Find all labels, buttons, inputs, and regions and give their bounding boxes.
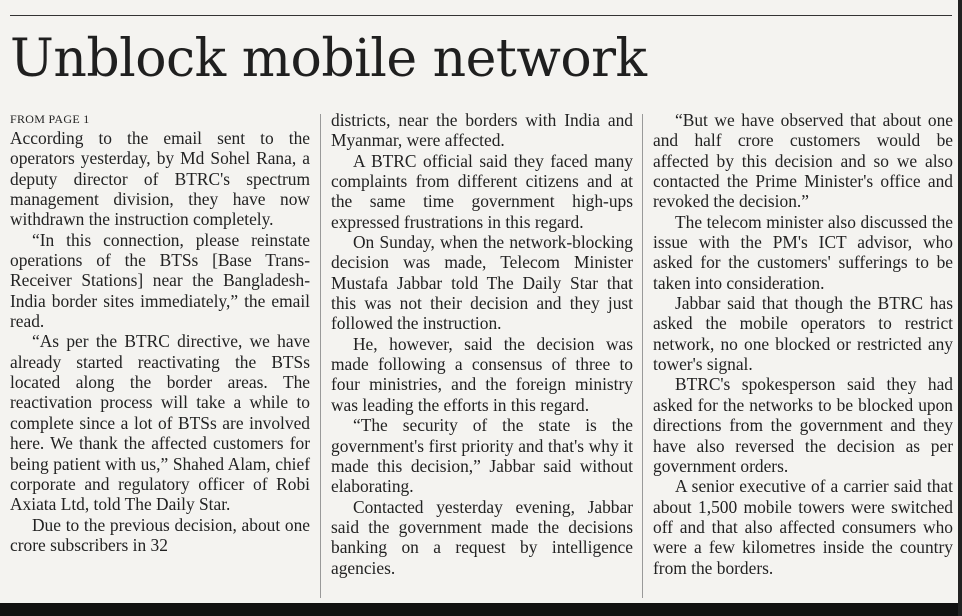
paragraph: Due to the previous decision, about one crore subscribers in 32 (10, 514, 310, 555)
paragraph: BTRC's spokesperson said they had asked for the networks to be blocked upon directions from the government and they have also reversed the decision as per government orders. (653, 374, 953, 476)
paragraph: “As per the BTRC directive, we have already started reactivating the BTSs located along the border areas. The reactivation process will take a while to complete since a lot of BTSs are involved here. We thank the affected customers for being patient with us,” Shahed Alam, chief corporate and regulatory officer of Robi Axiata Ltd, told The Daily Star. (10, 331, 310, 515)
paragraph: Contacted yesterday evening, Jabbar said the government made the decisions banking on a request by intelligence agencies. (331, 496, 633, 578)
paragraph: According to the email sent to the operators yesterday, by Md Sohel Rana, a deputy director of BTRC's spectrum management division, they have now withdrawn the instruction completely. (10, 128, 310, 230)
paragraph: A senior executive of a carrier said that about 1,500 mobile towers were switched off and that also affected consumers who were a few kilometres inside the country from the borders. (653, 476, 953, 578)
column-2 (331, 110, 633, 578)
paragraph: “In this connection, please reinstate operations of the BTSs [Base Trans-Receiver Stations] near the Bangladesh-India border sites immediately,” the email read. (10, 229, 310, 332)
paragraph: Jabbar said that though the BTRC has asked the mobile operators to restrict network, no one blocked or restricted any tower's signal. (653, 293, 953, 375)
paragraph: The telecom minister also discussed the issue with the PM's ICT advisor, who asked for the customers' sufferings to be taken into consideration. (653, 211, 953, 293)
column-3 (653, 110, 953, 578)
paragraph: He, however, said the decision was made following a consensus of three to four ministries, and the foreign ministry was leading the efforts in this regard. (331, 333, 633, 415)
paragraph: On Sunday, when the network-blocking decision was made, Telecom Minister Mustafa Jabbar told The Daily Star that this was not their decision and they just followed the instruction. (331, 232, 633, 334)
column-1 (10, 110, 310, 555)
column-divider (320, 114, 321, 598)
column-divider (642, 114, 643, 598)
paragraph: A BTRC official said they faced many complaints from different citizens and at the same time government high-ups expressed frustrations in this regard. (331, 150, 633, 232)
paragraph: “But we have observed that about one and half crore customers would be affected by this decision and so we also contacted the Prime Minister's office and revoked the decision.” (653, 110, 953, 212)
scan-bottom-edge (0, 603, 962, 616)
headline: Unblock mobile network (10, 29, 647, 89)
scan-right-edge (958, 0, 962, 616)
top-rule (10, 15, 952, 16)
paragraph: “The security of the state is the government's first priority and that's why it made this decision,” Jabbar said without elaborating. (331, 415, 633, 497)
continued-from-label: FROM PAGE 1 (10, 112, 90, 126)
paragraph: districts, near the borders with India and Myanmar, were affected. (331, 110, 633, 151)
